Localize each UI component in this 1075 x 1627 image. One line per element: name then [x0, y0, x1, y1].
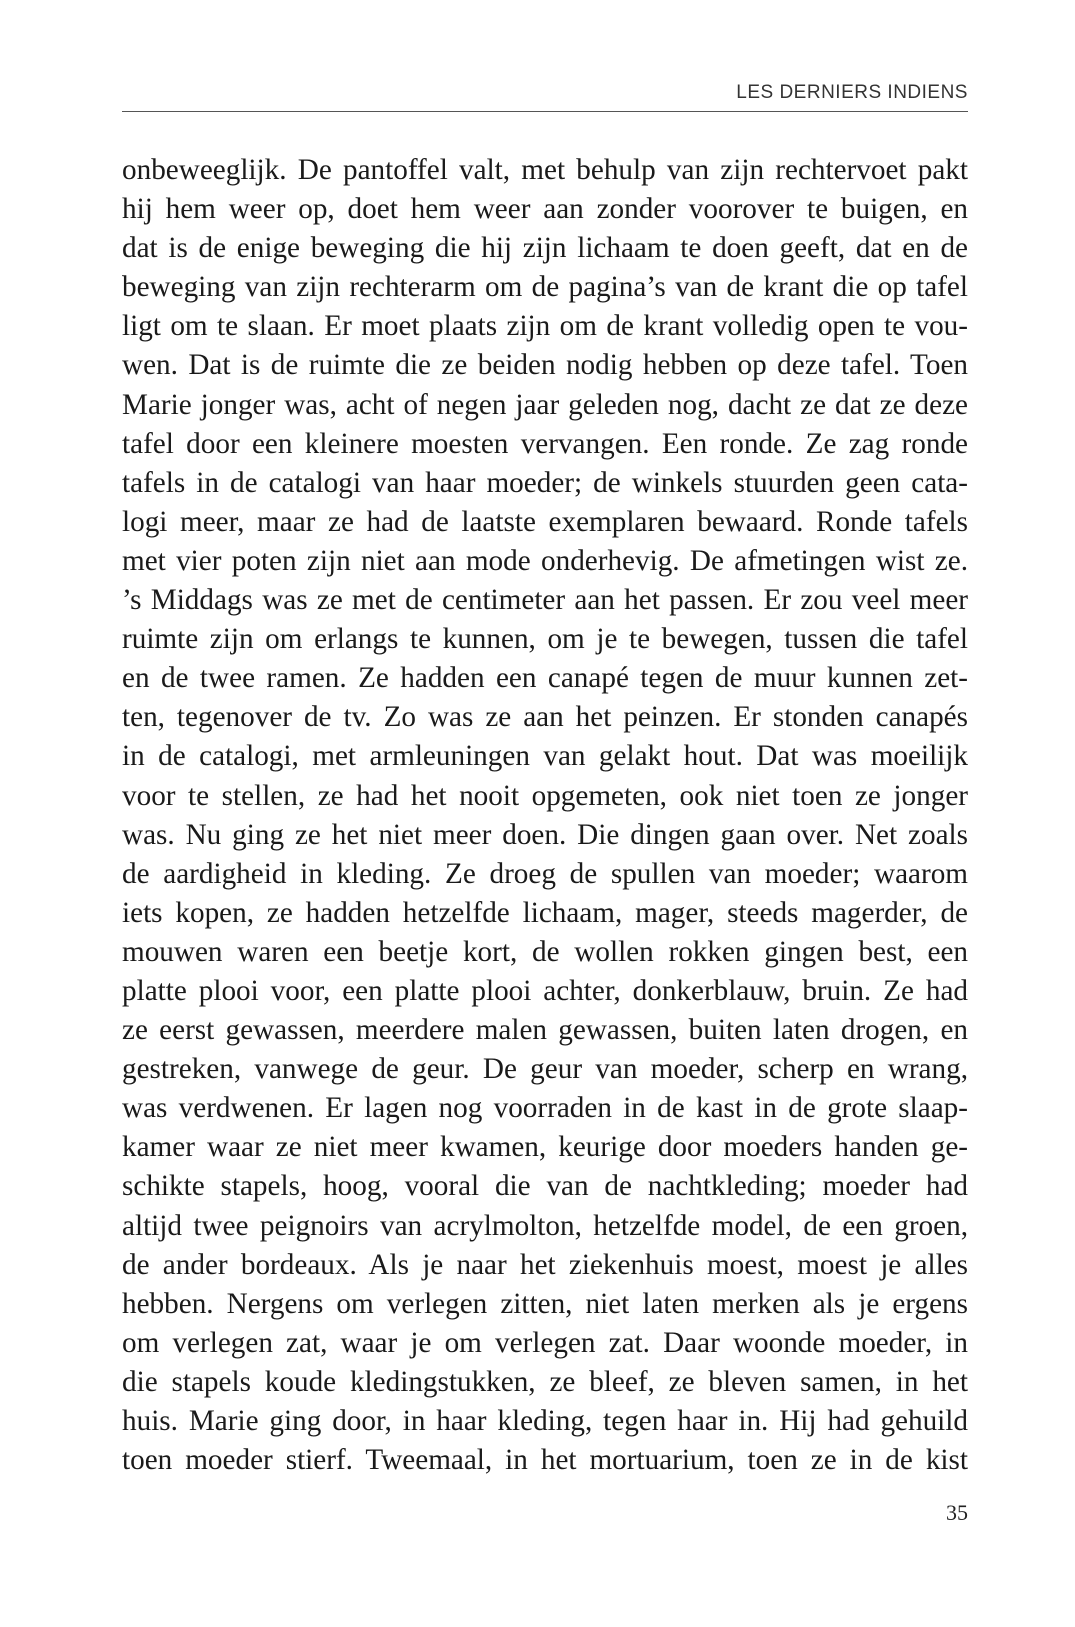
text-line: ’s Middags was ze met de centimeter aan het passen. Er zou veel meer	[122, 584, 968, 617]
text-line: Marie jonger was, acht of negen jaar geleden nog, dacht ze dat ze deze	[122, 388, 968, 421]
text-line: met vier poten zijn niet aan mode onderhevig. De afmetingen wist ze.	[122, 544, 968, 577]
running-head: LES DERNIERS INDIENS	[736, 82, 968, 103]
text-line: iets kopen, ze hadden hetzelfde lichaam, mager, steeds magerder, de	[122, 896, 968, 929]
text-line: tafel door een kleinere moesten vervangen. Een ronde. Ze zag ronde	[122, 427, 968, 460]
text-line: was. Nu ging ze het niet meer doen. Die dingen gaan over. Net zoals	[122, 818, 968, 851]
text-line: hebben. Nergens om verlegen zitten, niet laten merken als je ergens	[122, 1287, 968, 1320]
text-line: hij hem weer op, doet hem weer aan zonder voorover te buigen, en	[122, 193, 968, 226]
text-line: was verdwenen. Er lagen nog voorraden in de kast in de grote slaap-	[122, 1092, 968, 1125]
text-line: schikte stapels, hoog, vooral die van de nachtkleding; moeder had	[122, 1170, 968, 1203]
text-line: platte plooi voor, een platte plooi achter, donkerblauw, bruin. Ze had	[122, 974, 968, 1007]
text-line: die stapels koude kledingstukken, ze bleef, ze bleven samen, in het	[122, 1365, 968, 1398]
text-line: mouwen waren een beetje kort, de wollen rokken gingen best, een	[122, 935, 968, 968]
text-line: dat is de enige beweging die hij zijn lichaam te doen geeft, dat en de	[122, 232, 968, 265]
text-line: voor te stellen, ze had het nooit opgemeten, ook niet toen ze jonger	[122, 779, 968, 812]
text-line: ze eerst gewassen, meerdere malen gewassen, buiten laten drogen, en	[122, 1014, 968, 1047]
text-line: toen moeder stierf. Tweemaal, in het mortuarium, toen ze in de kist	[122, 1444, 968, 1477]
header-rule	[122, 111, 968, 112]
text-line: de aardigheid in kleding. Ze droeg de spullen van moeder; waarom	[122, 857, 968, 890]
page-number: 35	[946, 1500, 968, 1525]
text-line: beweging van zijn rechterarm om de pagina’s van de krant die op tafel	[122, 271, 968, 304]
text-line: tafels in de catalogi van haar moeder; de winkels stuurden geen cata-	[122, 466, 968, 499]
text-line: wen. Dat is de ruimte die ze beiden nodig hebben op deze tafel. Toen	[122, 349, 968, 382]
text-line: altijd twee peignoirs van acrylmolton, hetzelfde model, de een groen,	[122, 1209, 968, 1242]
text-line: ten, tegenover de tv. Zo was ze aan het peinzen. Er stonden canapés	[122, 701, 968, 734]
text-line: logi meer, maar ze had de laatste exemplaren bewaard. Ronde tafels	[122, 505, 968, 538]
text-line: huis. Marie ging door, in haar kleding, tegen haar in. Hij had gehuild	[122, 1405, 968, 1437]
text-line: en de twee ramen. Ze hadden een canapé tegen de muur kunnen zet-	[122, 662, 968, 695]
text-line: ruimte zijn om erlangs te kunnen, om je te bewegen, tussen die tafel	[122, 623, 968, 656]
body-text	[122, 151, 968, 1480]
text-line: kamer waar ze niet meer kwamen, keurige door moeders handen ge-	[122, 1131, 968, 1164]
text-line: om verlegen zat, waar je om verlegen zat. Daar woonde moeder, in	[122, 1326, 968, 1359]
text-line: gestreken, vanwege de geur. De geur van moeder, scherp en wrang,	[122, 1053, 968, 1086]
text-line: in de catalogi, met armleuningen van gelakt hout. Dat was moeilijk	[122, 740, 968, 773]
text-line: de ander bordeaux. Als je naar het ziekenhuis moest, moest je alles	[122, 1248, 968, 1281]
text-line: onbeweeglijk. De pantoffel valt, met behulp van zijn rechtervoet pakt	[122, 154, 968, 186]
text-line: ligt om te slaan. Er moet plaats zijn om de krant volledig open te vou-	[122, 310, 968, 343]
